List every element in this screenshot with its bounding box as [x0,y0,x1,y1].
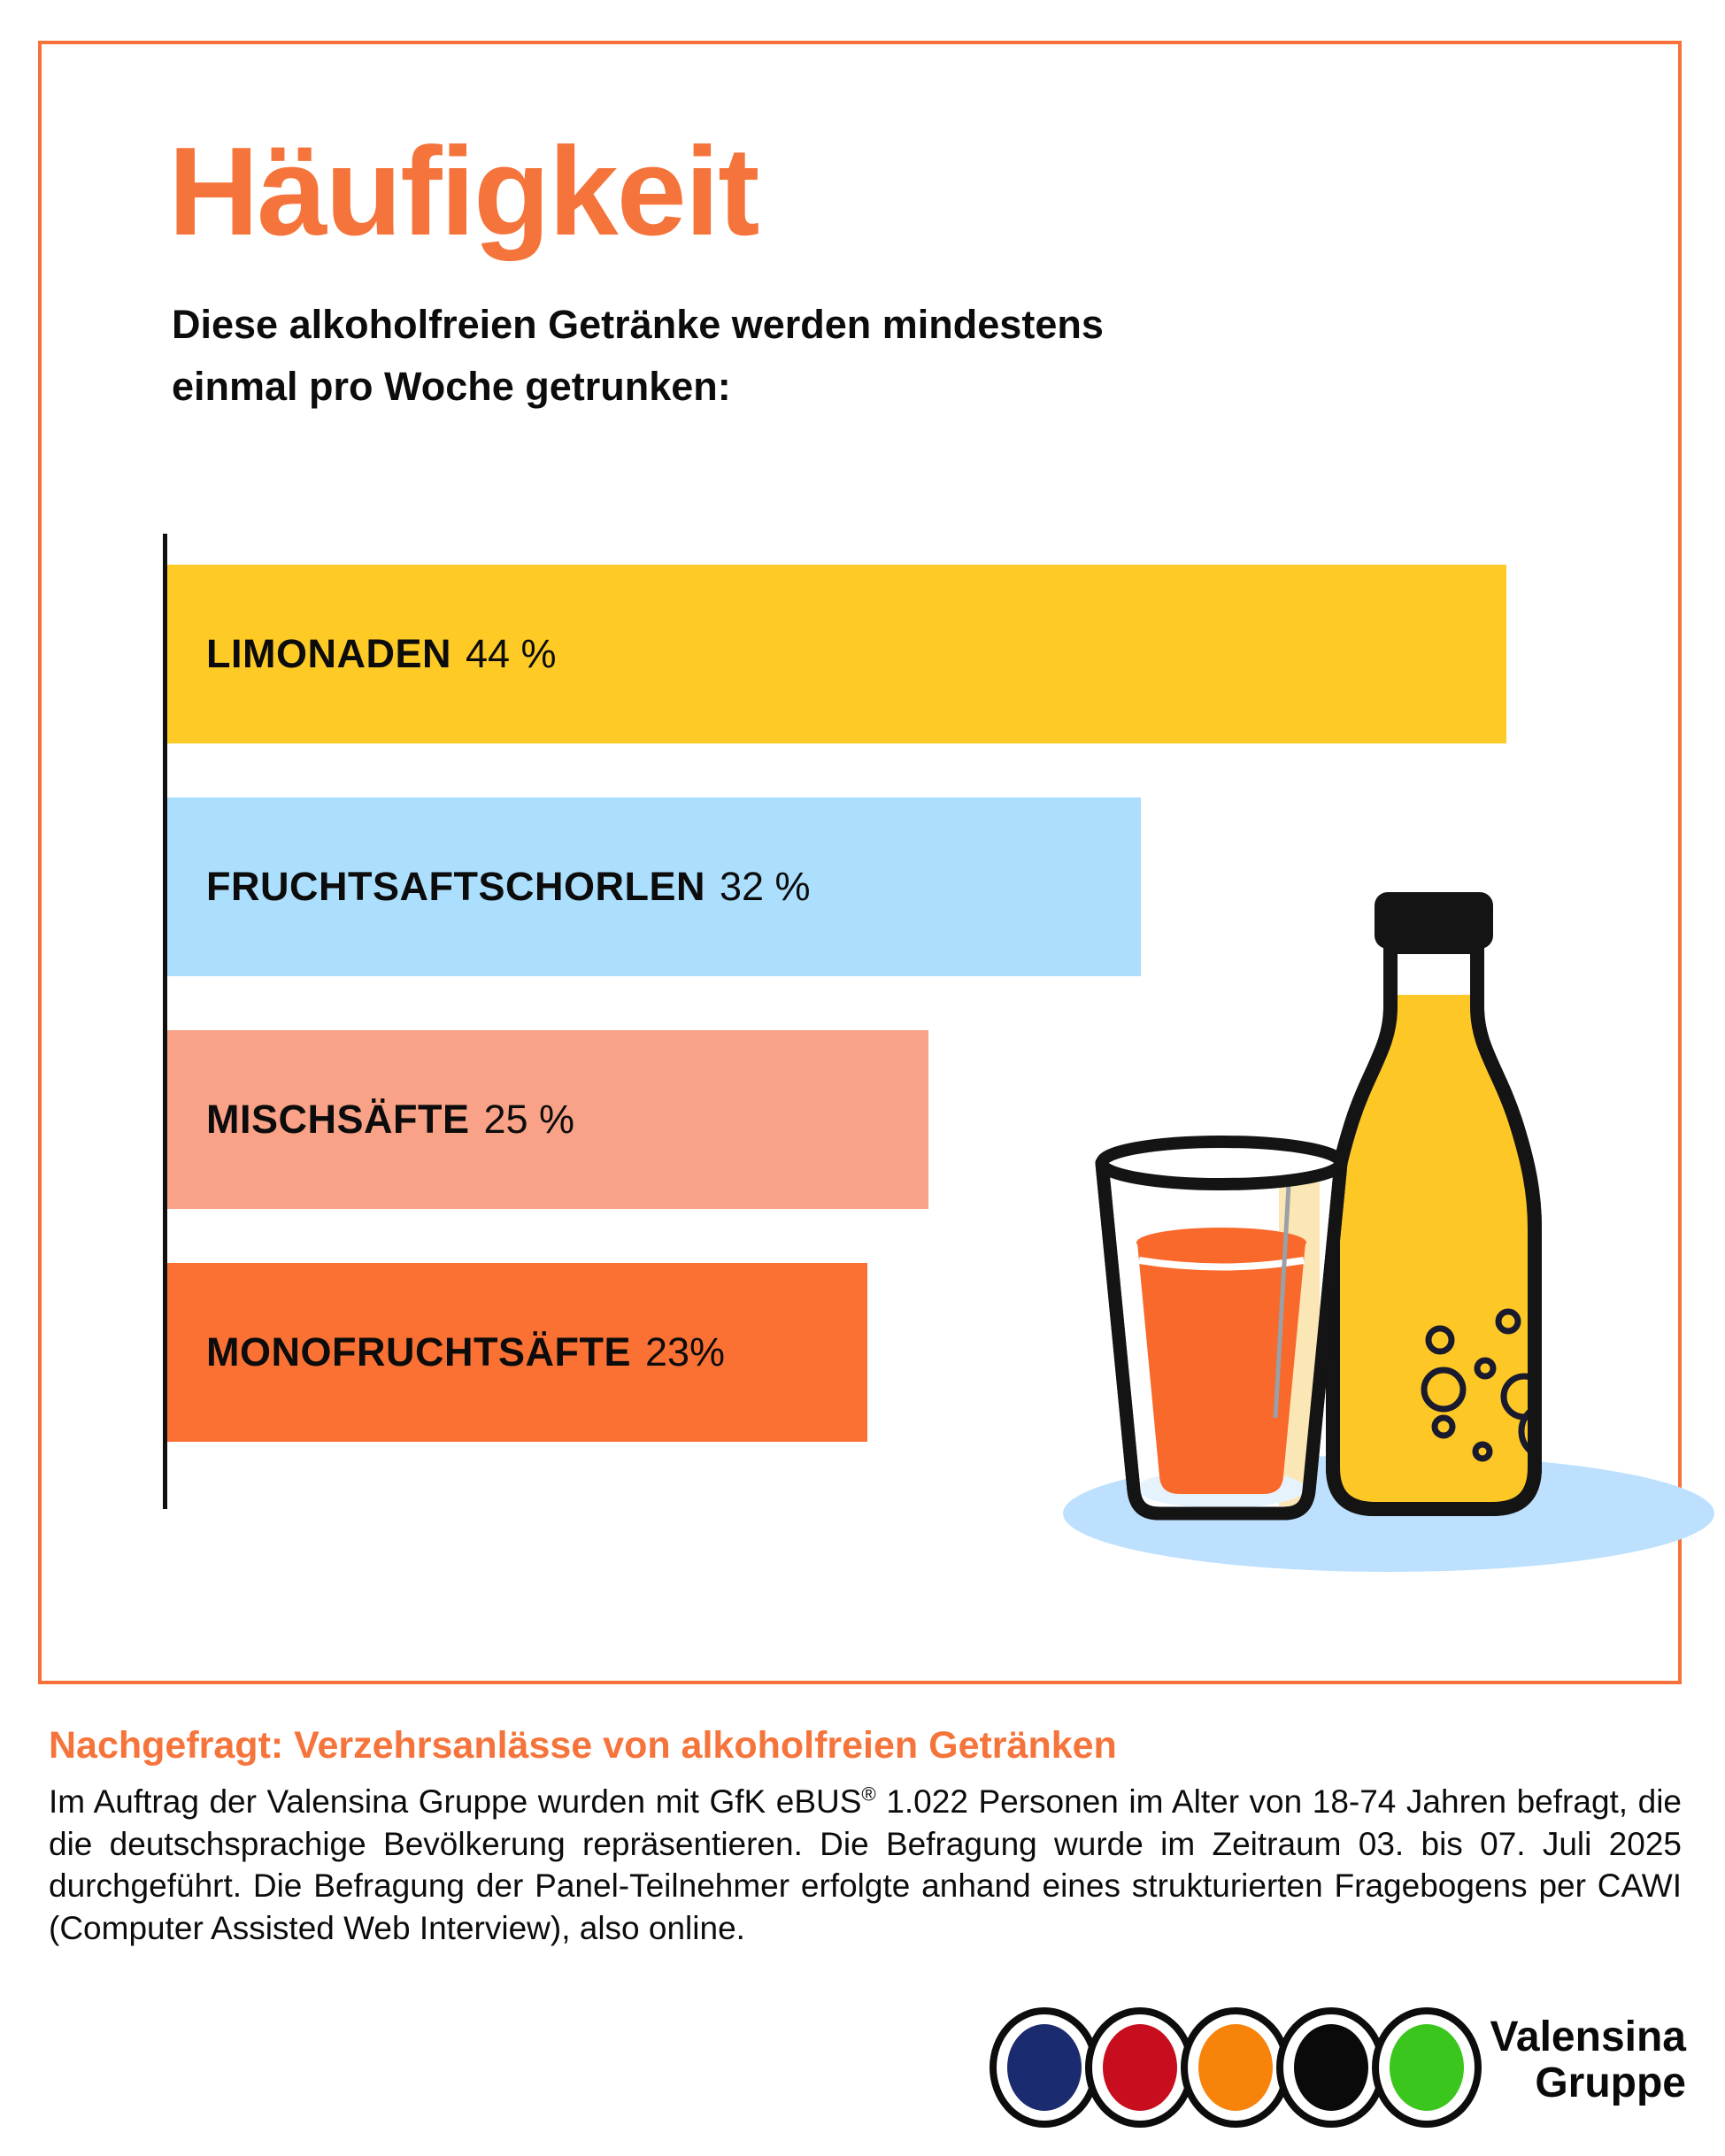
footer-body-part2: 1.022 Personen im Alter von 18-74 Jahren befragt, die die deutschsprachige Bevölkerung repräsentieren. Die Befragung wurde im Zeitraum 03. bis 07. Juli 2025 durchgeführt. Die Befragung der Panel-Teilnehmer erfolgte anhand eines strukturierten Fragebogens per CAWI (Computer Assisted Web Interview), also online. [49,1783,1682,1946]
footer-body-part1: Im Auftrag der Valensina Gruppe wurden mit GfK eBUS [49,1783,862,1820]
glass-icon [1102,1142,1341,1513]
bar-category-label: MISCHSÄFTE [206,1097,470,1142]
logo-ring-icon [990,2007,1099,2128]
logo-text-line1: Valensina [1490,2014,1686,2060]
bar-category-label: FRUCHTSAFTSCHORLEN [206,864,705,909]
logo-text-line2: Gruppe [1535,2060,1686,2106]
logo-ring-icon [1372,2007,1482,2128]
bar-category-label: LIMONADEN [206,631,451,676]
bar-value-label: 23% [644,1329,726,1374]
logo-ring-dot [1390,2024,1464,2111]
logo-ring-dot [1103,2024,1177,2111]
bar-value-label: 25 % [483,1097,575,1142]
chart-subtitle [172,294,1104,418]
chart-subtitle-line2: einmal pro Woche getrunken: [172,364,731,409]
bar-value-label: 32 % [719,864,811,909]
footer-body-text [49,1781,1682,1949]
chart-frame-box [38,41,1682,1684]
chart-subtitle-line1: Diese alkoholfreien Getränke werden mindestens [172,302,1104,347]
bar-value-label: 44 % [465,631,557,676]
logo-ring-icon [1276,2007,1386,2128]
bar-limonaden [167,565,1506,743]
glass-rim-icon [1102,1142,1341,1184]
footer-heading: Nachgefragt: Verzehrsanlässe von alkoholfreien Getränken [49,1724,1117,1767]
logo-ring-dot [1198,2024,1273,2111]
valensina-logo-text [1490,2014,1686,2106]
juice-bottle-glass-illustration [1052,843,1725,1586]
bar-monofruchtsäfte [167,1263,867,1442]
valensina-logo-rings [990,2007,1467,2128]
bar-category-label: MONOFRUCHTSÄFTE [206,1329,631,1374]
registered-trademark-symbol: ® [861,1783,876,1806]
logo-ring-dot [1007,2024,1082,2111]
page-title: Häufigkeit [168,121,759,262]
logo-ring-dot [1294,2024,1368,2111]
bottle-icon [1318,892,1575,1526]
logo-ring-icon [1181,2007,1290,2128]
bottle-cap-icon [1375,892,1493,949]
bar-mischsäfte [167,1030,928,1209]
bar-fruchtsaftschorlen [167,797,1141,976]
logo-ring-icon [1085,2007,1195,2128]
